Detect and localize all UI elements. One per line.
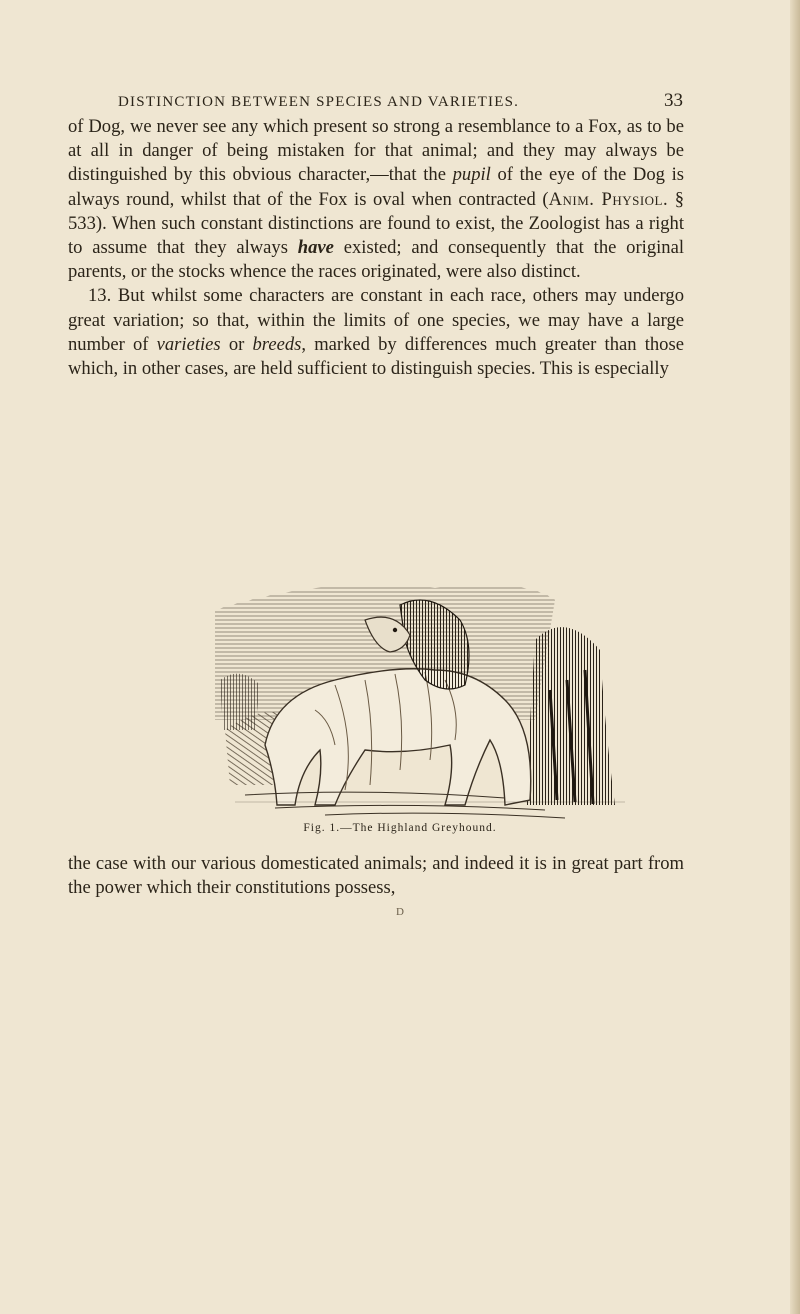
running-head: [118, 90, 683, 112]
emphasis-varieties: varieties: [156, 333, 221, 355]
page-number: 33: [664, 90, 683, 111]
text-run: , marked by differences much greater than those which, in other cases, are held sufficient to distinguish species. This is especially: [68, 333, 684, 380]
text-run: existed; and consequently that the original parents, or the stocks whence the races originated, were also distinct.: [68, 237, 685, 283]
paragraph-2: [68, 284, 684, 381]
figure-highland-greyhound: [205, 570, 665, 822]
running-title: DISTINCTION BETWEEN SPECIES AND VARIETIES.: [118, 94, 520, 110]
text-run: of Dog, we never see any which present so strong a resemblance to a Fox, as to be at all in danger of being mistaken for that animal; and they may always be distinguished by this obvious character,—that the: [68, 116, 684, 186]
text-run: of the eye of the Dog is always round, whilst that of the Fox is oval when contracted (: [68, 164, 684, 210]
signature-mark: D: [396, 906, 404, 918]
engraving-illustration: [205, 570, 665, 822]
paragraph-1: [68, 115, 684, 284]
text-run: or: [220, 333, 253, 355]
body-text-top: [68, 115, 684, 381]
emphasis-pupil: pupil: [452, 164, 491, 186]
emphasis-have: have: [297, 237, 334, 259]
figure-caption: Fig. 1.—The Highland Greyhound.: [303, 822, 497, 834]
body-text-bottom: [68, 852, 684, 900]
paragraph-3: the case with our various domesticated animals; and indeed it is in great part from the power which their constitutions possess,: [68, 853, 684, 899]
page-edge: [790, 0, 800, 1314]
emphasis-breeds: breeds: [252, 333, 302, 355]
reference-anim-physiol: Anim. Physiol.: [548, 188, 669, 210]
text-run: § 533). When such constant distinctions are found to exist, the Zoologist has a right to assume that they always: [68, 188, 685, 259]
text-run: 13. But whilst some characters are constant in each race, others may undergo great variation; so that, within the limits of one species, we may have a large number of: [68, 285, 684, 355]
